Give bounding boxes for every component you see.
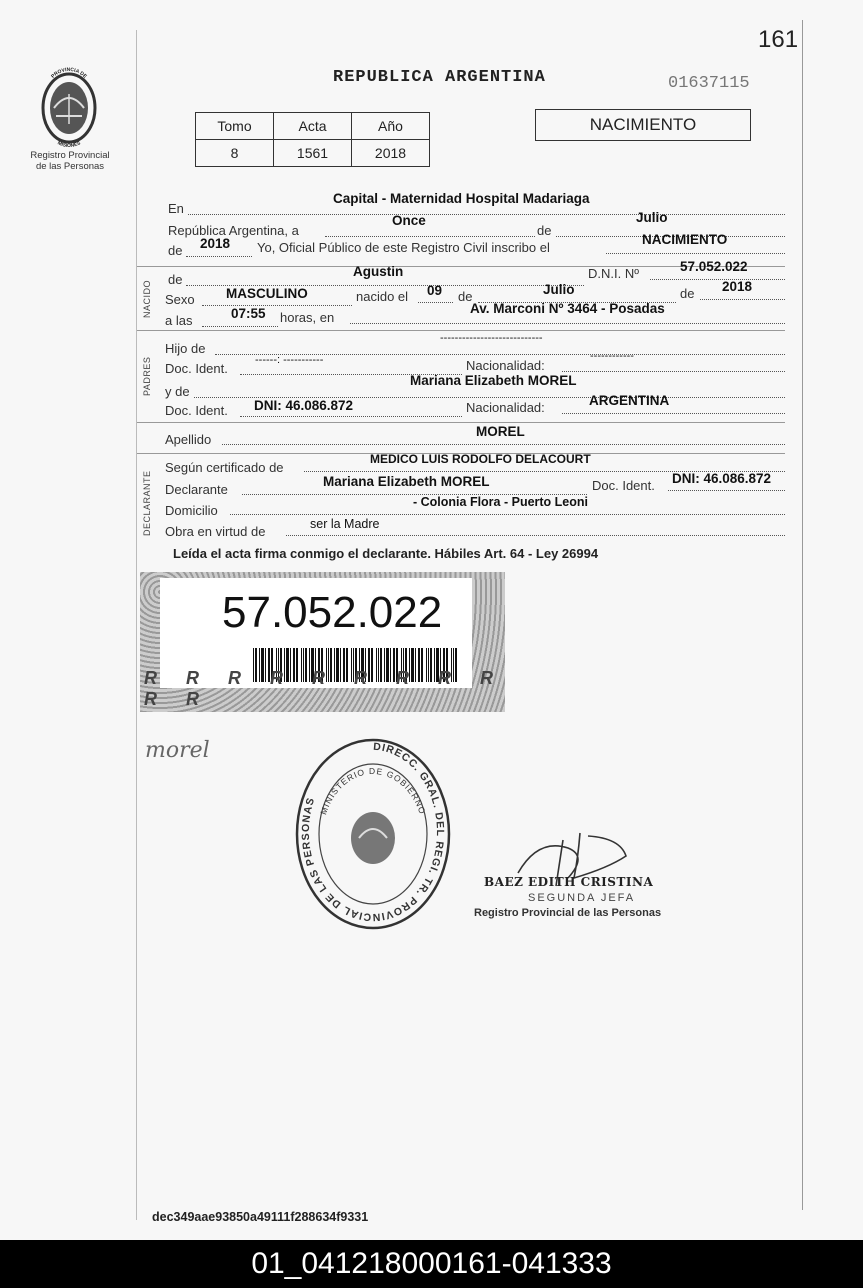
label-de: de (537, 223, 552, 238)
svg-text:MISIONES: MISIONES (56, 140, 82, 148)
value-certificado: MEDICO LUIS RODOLFO DELACOURT (370, 452, 591, 466)
value-lugar: Capital - Maternidad Hospital Madariaga (333, 191, 590, 206)
value-nacionalidad-madre: ARGENTINA (589, 393, 670, 408)
label-republica: República Argentina, a (168, 223, 299, 238)
label-dni: D.N.I. Nº (588, 266, 639, 281)
dni-sticker-number: 57.052.022 (222, 588, 443, 637)
side-label-declarante: DECLARANTE (142, 470, 152, 536)
table-header: Acta (274, 113, 352, 140)
official-seal-icon (293, 736, 453, 932)
label-de-nombre: de (168, 272, 183, 287)
table-header: Tomo (196, 113, 274, 140)
seal-inner-text: MINISTERIO DE GOBIERNO (318, 765, 428, 816)
value-hijo-de: ---------------------------- (440, 332, 543, 344)
side-label-padres: PADRES (142, 356, 152, 396)
value-domicilio: - Colonia Flora - Puerto Leoni (413, 495, 588, 509)
logo-caption: Registro Provincial de las Personas (30, 150, 110, 172)
record-type-box: NACIMIENTO (535, 109, 751, 141)
label-a-las: a las (165, 313, 193, 328)
signatory-org: Registro Provincial de las Personas (474, 907, 662, 919)
label-obra: Obra en virtud de (165, 524, 266, 539)
label-nacionalidad: Nacionalidad: (466, 358, 545, 373)
value-nacido-anio: 2018 (722, 279, 753, 294)
label-doc-ident: Doc. Ident. (165, 361, 228, 376)
seal-ring-text: DIRECC. GRAL. DEL REGI. TR. PROVINCIAL DE LAS PERSONAS (299, 740, 446, 924)
handwritten-note: morel (145, 738, 210, 763)
label-doc-ident2: Doc. Ident. (165, 403, 228, 418)
document-hash: dec349aae93850a49111f288634f9331 (152, 1210, 369, 1224)
label-doc-ident3: Doc. Ident. (592, 478, 655, 493)
value-hora: 07:55 (231, 306, 266, 321)
value-apellido: MOREL (476, 424, 525, 439)
sticker-pattern: R R R R R R R R R R R (144, 668, 505, 709)
label-domicilio: Domicilio (165, 503, 218, 518)
label-de3: de (458, 289, 473, 304)
dni-sticker (140, 572, 505, 712)
value-declarante: Mariana Elizabeth MOREL (323, 474, 490, 489)
value-anio: 2018 (200, 236, 231, 251)
table-cell: 2018 (352, 140, 430, 167)
page-number: 161 (758, 26, 799, 53)
provincial-emblem-icon (36, 64, 102, 148)
value-madre: Mariana Elizabeth MOREL (410, 373, 577, 388)
signatory-role: SEGUNDA JEFA (528, 892, 636, 904)
value-nacido-mes: Julio (543, 282, 575, 297)
label-nacionalidad2: Nacionalidad: (466, 400, 545, 415)
value-nacionalidad-padre: ------------ (590, 350, 634, 362)
label-declarante: Declarante (165, 482, 228, 497)
label-oficial: Yo, Oficial Público de este Registro Civil inscribo el (257, 240, 550, 255)
label-de2: de (168, 243, 183, 258)
label-apellido: Apellido (165, 432, 212, 447)
label-de4: de (680, 286, 695, 301)
label-nacido-el: nacido el (356, 289, 409, 304)
label-sexo: Sexo (165, 292, 195, 307)
label-y-de: y de (165, 384, 190, 399)
document-title: REPUBLICA ARGENTINA (333, 68, 546, 87)
label-en: En (168, 201, 184, 216)
label-horas-en: horas, en (280, 310, 335, 325)
value-obra: ser la Madre (310, 517, 380, 531)
table-cell: 1561 (274, 140, 352, 167)
value-lugar-nacimiento: Av. Marconi Nº 3464 - Posadas (470, 301, 665, 316)
table-header: Año (352, 113, 430, 140)
value-nacido-dia: 09 (427, 283, 443, 298)
registry-table (195, 112, 430, 167)
side-label-nacido: NACIDO (142, 279, 152, 318)
value-sexo: MASCULINO (226, 286, 308, 301)
serial-number: 01637115 (668, 74, 750, 93)
table-cell: 8 (196, 140, 274, 167)
footer-id: 01_041218000161-041333 (0, 1240, 863, 1288)
value-acto: NACIMIENTO (642, 232, 728, 247)
value-dia: Once (392, 213, 426, 228)
left-margin-line (136, 30, 137, 1220)
signatory-name: BAEZ EDITH CRISTINA (484, 875, 654, 889)
legal-statement: Leída el acta firma conmigo el declarante. Hábiles Art. 64 - Ley 26994 (173, 546, 599, 561)
value-dni: 57.052.022 (680, 259, 748, 274)
svg-text:PROVINCIA DE: PROVINCIA DE (50, 66, 88, 80)
value-doc-ident-declarante: DNI: 46.086.872 (672, 471, 772, 486)
right-margin-line (802, 20, 803, 1210)
label-hijo-de: Hijo de (165, 341, 206, 356)
value-nombre: Agustin (353, 264, 404, 279)
value-doc-ident-madre: DNI: 46.086.872 (254, 398, 354, 413)
label-segun: Según certificado de (165, 460, 284, 475)
svg-text:MINISTERIO DE GOBIERNO (318, 766, 428, 816)
value-doc-ident-padre: ------: ----------- (255, 354, 324, 366)
value-mes: Julio (636, 210, 668, 225)
